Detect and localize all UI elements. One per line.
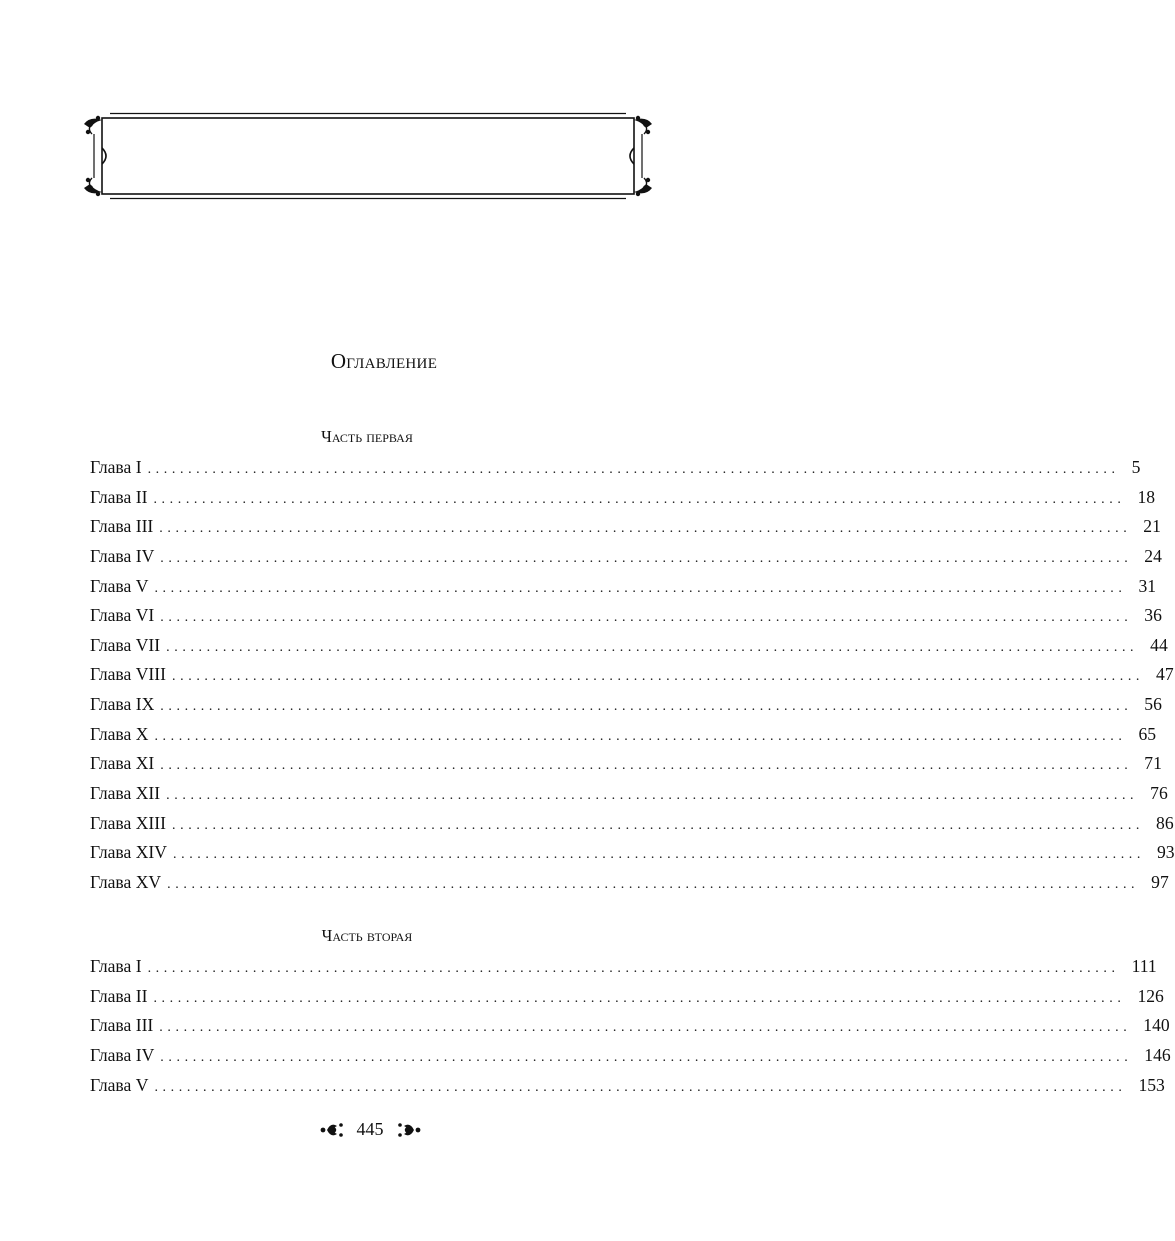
toc-entry[interactable] (90, 483, 1156, 513)
chapter-label: Глава V (90, 1074, 149, 1095)
chapter-page-number: 47 (1156, 664, 1174, 685)
chapter-page-number: 21 (1143, 516, 1161, 537)
chapter-label: Глава X (90, 723, 149, 744)
dot-leader: ........................................................................................................................ (173, 847, 1145, 863)
chapter-label: Глава III (90, 1015, 154, 1036)
toc-entry[interactable] (90, 453, 1141, 483)
chapter-page-number: 5 (1131, 457, 1141, 477)
toc-entry[interactable] (90, 1071, 1165, 1101)
toc-entry[interactable] (90, 512, 1161, 542)
page-number: 445 (356, 1119, 384, 1139)
chapter-page-number: 93 (1157, 842, 1175, 863)
chapter-page-number: 31 (1138, 575, 1157, 596)
chapter-page-number: 71 (1144, 753, 1162, 774)
dot-leader: ........................................................................................................................ (166, 787, 1139, 803)
dot-leader: ........................................................................................................................ (154, 1079, 1127, 1095)
dot-leader: ........................................................................................................................ (172, 669, 1145, 685)
chapter-label: Глава II (90, 985, 148, 1006)
chapter-page-number: 65 (1138, 723, 1157, 744)
toc-entry[interactable] (90, 779, 1168, 809)
toc-entry[interactable] (90, 601, 1162, 631)
decorative-header-frame (80, 112, 656, 200)
part-title-1: Часть первая (321, 427, 413, 446)
chapter-page-number: 18 (1137, 486, 1156, 507)
chapter-page-number: 146 (1144, 1044, 1171, 1065)
chapter-page-number: 44 (1150, 634, 1168, 655)
toc-entry[interactable] (90, 720, 1157, 750)
chapter-page-number: 97 (1151, 871, 1169, 892)
page-title: Оглавление (330, 349, 438, 373)
page-footer (0, 1119, 740, 1140)
toc-entry[interactable] (90, 1011, 1170, 1041)
chapter-page-number: 126 (1137, 985, 1164, 1006)
chapter-label: Глава I (90, 457, 142, 477)
chapter-page-number: 76 (1150, 782, 1168, 803)
chapter-label: Глава V (90, 575, 149, 596)
toc-entry[interactable] (90, 952, 1157, 982)
chapter-page-number: 86 (1156, 812, 1174, 833)
chapter-label: Глава XV (90, 871, 162, 892)
chapter-label: Глава IV (90, 1044, 155, 1065)
flourish-left-icon (319, 1120, 347, 1140)
chapter-label: Глава IV (90, 545, 155, 566)
dot-leader: ........................................................................................................................ (147, 961, 1120, 976)
dot-leader: ........................................................................................................................ (159, 1020, 1132, 1036)
toc-entry[interactable] (90, 838, 1175, 868)
chapter-label: Глава VI (90, 605, 155, 626)
chapter-label: Глава VIII (90, 664, 167, 685)
dot-leader: ........................................................................................................................ (153, 491, 1126, 507)
chapter-page-number: 24 (1144, 545, 1162, 566)
dot-leader: ........................................................................................................................ (160, 550, 1133, 566)
chapter-label: Глава XIII (90, 812, 167, 833)
toc-entry[interactable] (90, 572, 1157, 602)
chapter-label: Глава VII (90, 634, 161, 655)
chapter-label: Глава IX (90, 694, 155, 714)
part-title-2: Часть вторая (321, 926, 413, 945)
chapter-page-number: 111 (1131, 956, 1157, 976)
dot-leader: ........................................................................................................................ (160, 758, 1133, 774)
dot-leader: ........................................................................................................................ (154, 728, 1127, 744)
chapter-label: Глава II (90, 486, 148, 507)
toc-part-1 (90, 453, 1175, 897)
toc-entry[interactable] (90, 868, 1169, 898)
toc-entry[interactable] (90, 749, 1162, 779)
chapter-label: Глава XIV (90, 842, 167, 863)
toc-entry[interactable] (90, 542, 1162, 572)
dot-leader: ........................................................................................................................ (167, 876, 1140, 892)
dot-leader: ........................................................................................................................ (147, 462, 1120, 477)
dot-leader: ........................................................................................................................ (160, 1049, 1133, 1065)
toc-entry[interactable] (90, 809, 1174, 839)
dot-leader: ........................................................................................................................ (160, 699, 1133, 714)
flourish-right-icon (394, 1120, 422, 1140)
corner-ornaments (84, 116, 652, 196)
dot-leader: ........................................................................................................................ (160, 610, 1133, 626)
chapter-page-number: 56 (1144, 694, 1162, 714)
dot-leader: ........................................................................................................................ (166, 639, 1139, 655)
chapter-page-number: 36 (1144, 605, 1162, 626)
chapter-label: Глава III (90, 516, 154, 537)
dot-leader: ........................................................................................................................ (172, 817, 1145, 833)
chapter-label: Глава I (90, 956, 142, 976)
chapter-page-number: 140 (1143, 1015, 1170, 1036)
toc-entry[interactable] (90, 631, 1168, 661)
chapter-label: Глава XI (90, 753, 155, 774)
chapter-label: Глава XII (90, 782, 161, 803)
dot-leader: ........................................................................................................................ (153, 990, 1126, 1006)
toc-entry[interactable] (90, 982, 1164, 1012)
dot-leader: ........................................................................................................................ (159, 521, 1132, 537)
toc-entry[interactable] (90, 660, 1174, 690)
dot-leader: ........................................................................................................................ (154, 580, 1127, 596)
toc-entry[interactable] (90, 1041, 1171, 1071)
toc-part-2 (90, 952, 1171, 1100)
toc-entry[interactable] (90, 690, 1162, 720)
chapter-page-number: 153 (1138, 1074, 1165, 1095)
